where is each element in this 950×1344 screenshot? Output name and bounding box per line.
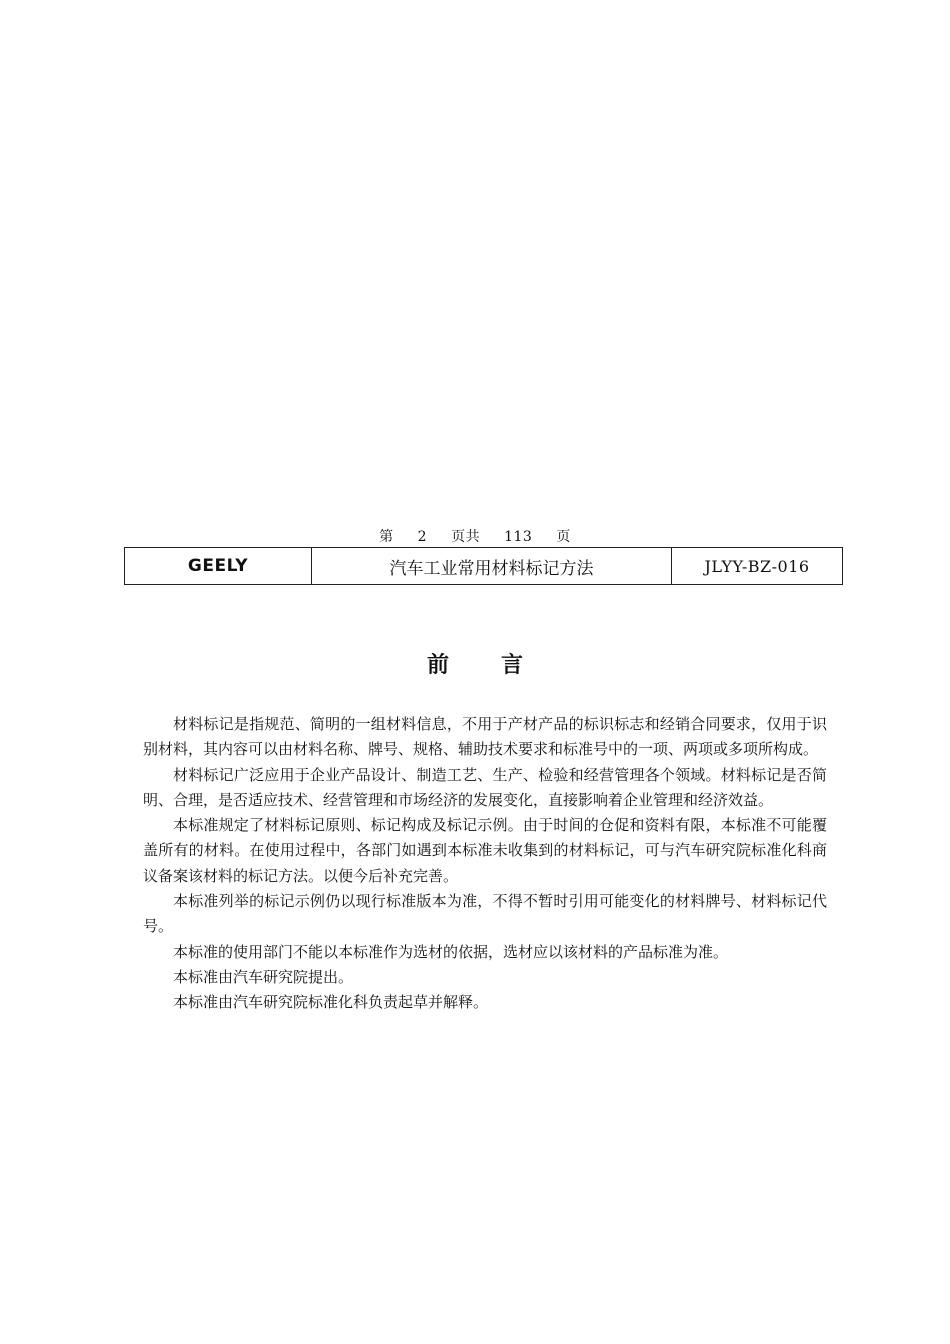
document-title: 汽车工业常用材料标记方法 (312, 548, 672, 585)
foreword-body (143, 712, 827, 1016)
heading-char-1: 前 (426, 653, 449, 678)
document-header-table (124, 547, 843, 585)
paragraph: 材料标记广泛应用于企业产品设计、制造工艺、生产、检验和经营管理各个领域。材料标记是否简明、合理，是否适应技术、经营管理和市场经济的发展变化，直接影响着企业管理和经济效益。 (143, 765, 827, 809)
paragraph: 本标准规定了材料标记原则、标记构成及标记示例。由于时间的仓促和资料有限，本标准不可能覆盖所有的材料。在使用过程中，各部门如遇到本标准未收集到的材料标记，可与汽车研究院标准化科商议备案该材料的标记方法。以便今后补充完善。 (143, 816, 827, 885)
current-page-number: 2 (417, 529, 428, 545)
brand-name: GEELY (125, 548, 312, 585)
document-code: JLYY-BZ-016 (672, 548, 843, 585)
page-counter (0, 526, 950, 546)
page-counter-suffix: 页 (556, 529, 571, 545)
header-row (125, 548, 843, 585)
paragraph: 本标准由汽车研究院提出。 (173, 967, 354, 986)
paragraph: 本标准列举的标记示例仍以现行标准版本为准，不得不暂时引用可能变化的材料牌号、材料标记代号。 (143, 892, 827, 936)
page-counter-prefix: 第 (379, 529, 394, 545)
section-heading (0, 648, 950, 679)
paragraph: 本标准由汽车研究院标准化科负责起草并解释。 (173, 993, 489, 1012)
paragraph: 本标准的使用部门不能以本标准作为选材的依据，选材应以该材料的产品标准为准。 (173, 942, 729, 961)
heading-char-2: 言 (501, 653, 524, 678)
total-page-number: 113 (504, 529, 533, 545)
page-counter-middle: 页共 (451, 529, 481, 545)
paragraph: 材料标记是指规范、简明的一组材料信息，不用于产材产品的标识标志和经销合同要求，仅用于识别材料，其内容可以由材料名称、牌号、规格、辅助技术要求和标准号中的一项、两项或多项所构成。 (143, 715, 827, 759)
